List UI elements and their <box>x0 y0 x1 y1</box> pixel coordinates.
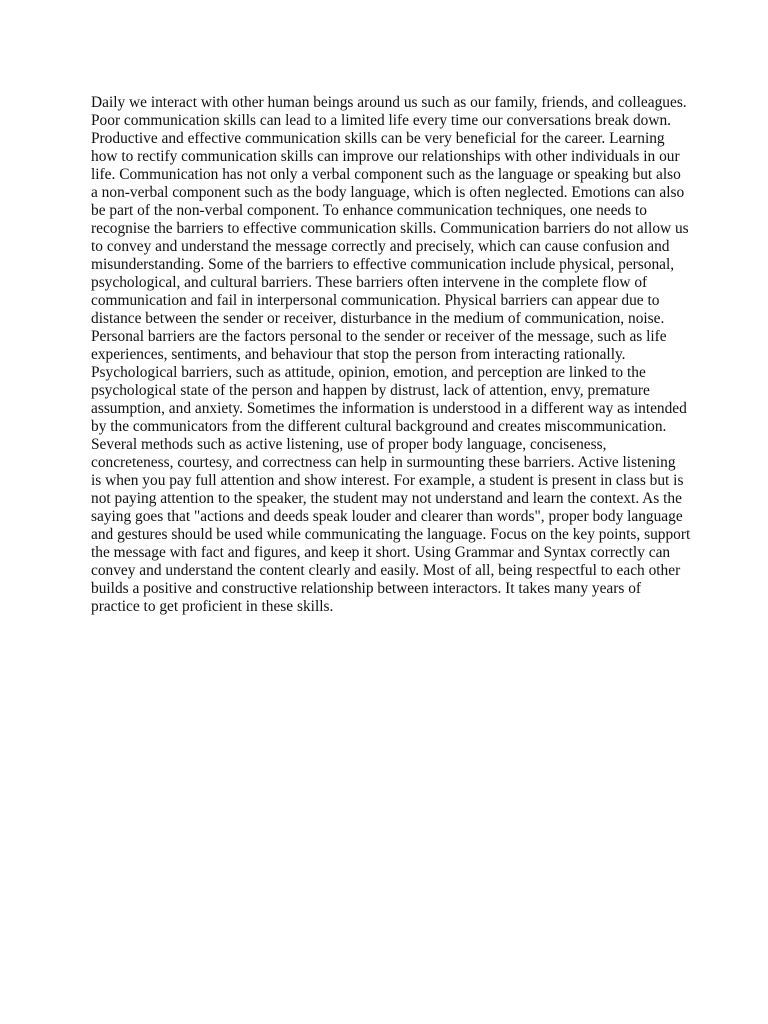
text-line: psychological state of the person and happen by distrust, lack of attention, envy, premature <box>91 382 650 399</box>
text-line: Several methods such as active listening, use of proper body language, conciseness, <box>91 436 607 453</box>
text-line: how to rectify communication skills can improve our relationships with other individuals in our <box>91 148 680 165</box>
text-line: builds a positive and constructive relationship between interactors. It takes many years of <box>91 580 642 597</box>
text-line: misunderstanding. Some of the barriers to effective communication include physical, personal, <box>91 256 675 273</box>
text-line: to convey and understand the message correctly and precisely, which can cause confusion and <box>91 238 670 255</box>
text-line: Psychological barriers, such as attitude, opinion, emotion, and perception are linked to the <box>91 364 646 381</box>
text-line: the message with fact and figures, and keep it short. Using Grammar and Syntax correctly can <box>91 544 671 561</box>
text-line: Personal barriers are the factors personal to the sender or receiver of the message, such as life <box>91 328 667 345</box>
text-line: concreteness, courtesy, and correctness can help in surmounting these barriers. Active listening <box>91 454 676 471</box>
text-line: experiences, sentiments, and behaviour that stop the person from interacting rationally. <box>91 346 626 363</box>
text-line: by the communicators from the different cultural background and creates miscommunication. <box>91 418 667 435</box>
text-line: distance between the sender or receiver, disturbance in the medium of communication, noise. <box>91 310 665 327</box>
text-line: Poor communication skills can lead to a limited life every time our conversations break down. <box>91 112 671 129</box>
text-line: life. Communication has not only a verbal component such as the language or speaking but also <box>91 166 681 183</box>
text-line: is when you pay full attention and show interest. For example, a student is present in class but is <box>91 472 684 489</box>
text-line: psychological, and cultural barriers. These barriers often intervene in the complete flow of <box>91 274 648 291</box>
text-line: practice to get proficient in these skills. <box>91 598 334 615</box>
text-line: saying goes that "actions and deeds speak louder and clearer than words", proper body language <box>91 508 683 525</box>
text-line: assumption, and anxiety. Sometimes the information is understood in a different way as intended <box>91 400 687 417</box>
text-line: a non-verbal component such as the body language, which is often neglected. Emotions can also <box>91 184 685 201</box>
text-line: be part of the non-verbal component. To enhance communication techniques, one needs to <box>91 202 647 219</box>
text-line: Productive and effective communication skills can be very beneficial for the career. Learning <box>91 130 665 147</box>
text-line: Daily we interact with other human beings around us such as our family, friends, and colleagues. <box>91 94 687 111</box>
body-paragraph <box>91 94 691 616</box>
text-line: not paying attention to the speaker, the student may not understand and learn the context. As the <box>91 490 682 507</box>
text-line: recognise the barriers to effective communication skills. Communication barriers do not allow us <box>91 220 689 237</box>
text-line: communication and fail in interpersonal communication. Physical barriers can appear due to <box>91 292 660 309</box>
text-line: and gestures should be used while communicating the language. Focus on the key points, support <box>91 526 691 543</box>
text-line: convey and understand the content clearly and easily. Most of all, being respectful to each other <box>91 562 681 579</box>
